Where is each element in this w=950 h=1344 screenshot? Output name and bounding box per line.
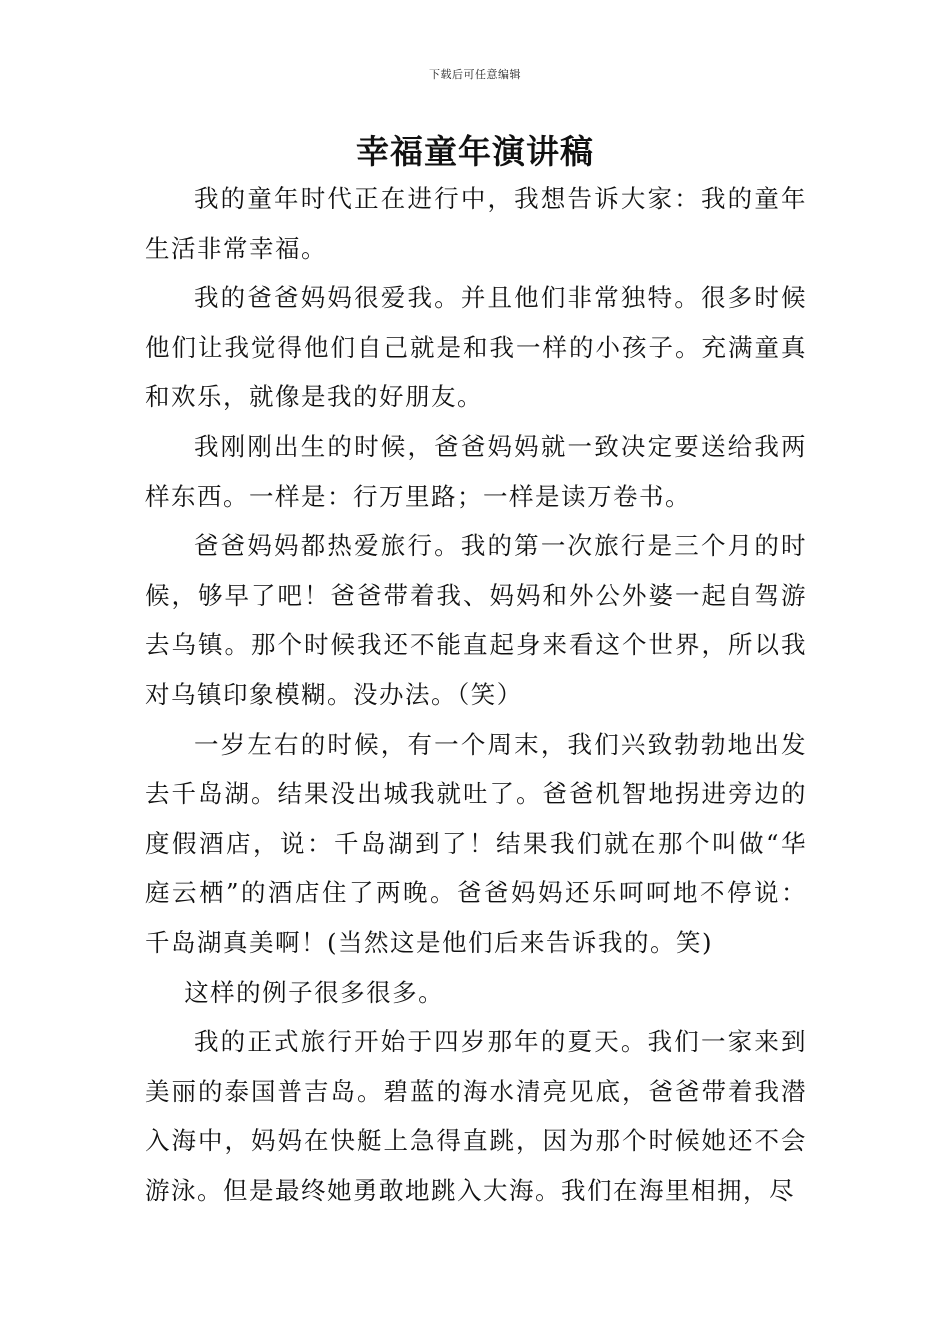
- paragraph-2: 我的爸爸妈妈很爱我。并且他们非常独特。很多时候他们让我觉得他们自己就是和我一样的小孩子。充满童真和欢乐，就像是我的好朋友。: [145, 283, 807, 412]
- paragraph-6: 这样的例子很多很多。: [184, 977, 445, 1007]
- paragraph-5: 一岁左右的时候，有一个周末，我们兴致勃勃地出发去千岛湖。结果没出城我就吐了。爸爸机智地拐进旁边的度假酒店，说：千岛湖到了！结果我们就在那个叫做“华庭云栖”的酒店住了两晚。爸爸妈妈还乐呵呵地不停说：千岛湖真美啊！(当然这是他们后来告诉我的。笑): [145, 729, 807, 957]
- paragraph-4: 爸爸妈妈都热爱旅行。我的第一次旅行是三个月的时候，够早了吧！爸爸带着我、妈妈和外公外婆一起自驾游去乌镇。那个时候我还不能直起身来看这个世界，所以我对乌镇印象模糊。没办法。（笑）: [145, 531, 807, 709]
- document-body: [145, 174, 807, 1215]
- document-title: 幸福童年演讲稿: [356, 132, 594, 171]
- paragraph-7: 我的正式旅行开始于四岁那年的夏天。我们一家来到美丽的泰国普吉岛。碧蓝的海水清亮见底，爸爸带着我潜入海中，妈妈在快艇上急得直跳，因为那个时候她还不会游泳。但是最终她勇敢地跳入大海。我们在海里相拥，尽: [145, 1027, 807, 1205]
- paragraph-3: 我刚刚出生的时候，爸爸妈妈就一致决定要送给我两样东西。一样是：行万里路；一样是读万卷书。: [145, 431, 807, 511]
- paragraph-1: 我的童年时代正在进行中，我想告诉大家：我的童年生活非常幸福。: [145, 184, 807, 263]
- header-note: 下载后可任意编辑: [429, 68, 521, 81]
